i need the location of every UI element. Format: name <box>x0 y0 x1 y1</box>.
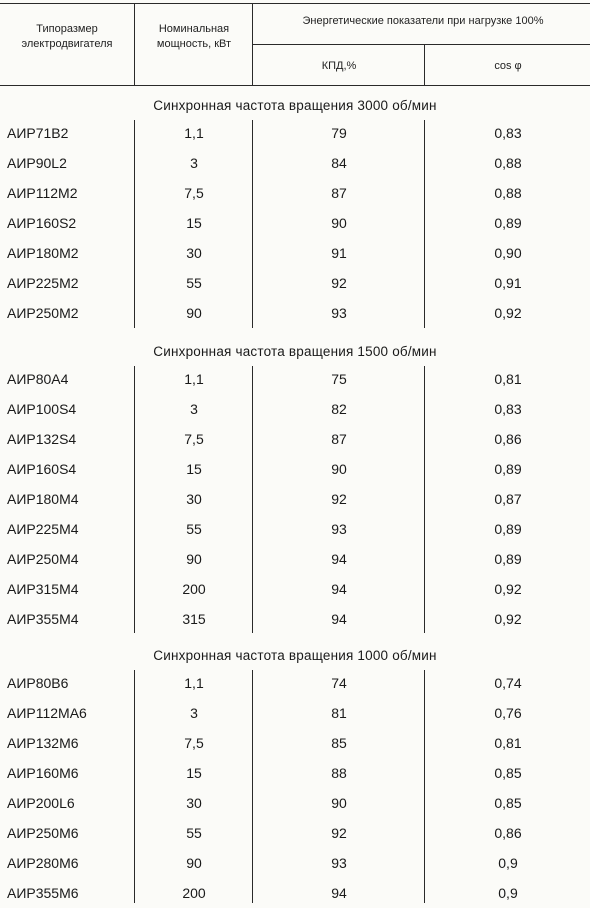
cos-phi-cell: 0,88 <box>494 185 522 201</box>
model-cell: АИР280М6 <box>7 855 79 871</box>
table-row <box>0 574 590 604</box>
power-cell: 3 <box>190 155 198 171</box>
efficiency-cell: 93 <box>331 855 347 871</box>
efficiency-cell: 88 <box>331 765 347 781</box>
model-cell: АИР132S4 <box>7 431 77 447</box>
cos-phi-cell: 0,91 <box>494 275 522 291</box>
efficiency-cell: 92 <box>331 275 347 291</box>
cos-phi-cell: 0,83 <box>494 125 522 141</box>
table-row <box>0 698 590 728</box>
model-cell: АИР355М4 <box>7 611 79 627</box>
cos-phi-cell: 0,89 <box>494 215 522 231</box>
model-cell: АИР200L6 <box>7 795 75 811</box>
cos-phi-cell: 0,90 <box>494 245 522 261</box>
efficiency-cell: 87 <box>331 431 347 447</box>
model-cell: АИР250М2 <box>7 305 79 321</box>
efficiency-cell: 93 <box>331 305 347 321</box>
power-cell: 90 <box>186 551 202 567</box>
table-row <box>0 514 590 544</box>
model-cell: АИР90L2 <box>7 155 67 171</box>
section-title: Синхронная частота вращения 1500 об/мин <box>153 344 437 359</box>
power-cell: 1,1 <box>184 675 204 691</box>
cos-phi-cell: 0,81 <box>494 371 522 387</box>
cos-phi-cell: 0,87 <box>494 491 522 507</box>
cos-phi-cell: 0,81 <box>494 735 522 751</box>
cos-phi-cell: 0,86 <box>494 825 522 841</box>
power-cell: 15 <box>186 765 202 781</box>
power-cell: 7,5 <box>184 185 204 201</box>
efficiency-cell: 94 <box>331 581 347 597</box>
model-cell: АИР160S2 <box>7 215 77 231</box>
efficiency-cell: 90 <box>331 795 347 811</box>
cos-phi-cell: 0,9 <box>498 885 518 901</box>
table-row <box>0 728 590 758</box>
efficiency-cell: 90 <box>331 215 347 231</box>
cos-phi-cell: 0,89 <box>494 461 522 477</box>
power-cell: 15 <box>186 215 202 231</box>
cos-phi-cell: 0,83 <box>494 401 522 417</box>
model-cell: АИР132М6 <box>7 735 79 751</box>
table-row <box>0 208 590 238</box>
efficiency-cell: 79 <box>331 125 347 141</box>
cos-phi-cell: 0,74 <box>494 675 522 691</box>
column-header-efficiency: КПД,% <box>321 60 357 72</box>
column-header-energy: Энергетические показатели при нагрузке 100% <box>302 15 544 27</box>
table-row <box>0 604 590 634</box>
efficiency-cell: 92 <box>331 491 347 507</box>
model-cell: АИР180М2 <box>7 245 79 261</box>
power-cell: 30 <box>186 245 202 261</box>
power-cell: 7,5 <box>184 735 204 751</box>
header-bottom-rule <box>0 85 590 86</box>
efficiency-cell: 90 <box>331 461 347 477</box>
section-title: Синхронная частота вращения 3000 об/мин <box>153 98 437 113</box>
table-row <box>0 758 590 788</box>
cos-phi-cell: 0,86 <box>494 431 522 447</box>
efficiency-cell: 93 <box>331 521 347 537</box>
power-cell: 1,1 <box>184 371 204 387</box>
power-cell: 90 <box>186 305 202 321</box>
efficiency-cell: 81 <box>331 705 347 721</box>
power-cell: 30 <box>186 795 202 811</box>
efficiency-cell: 75 <box>331 371 347 387</box>
header-top-rule <box>0 3 590 4</box>
model-cell: АИР250М4 <box>7 551 79 567</box>
efficiency-cell: 94 <box>331 885 347 901</box>
model-cell: АИР180М4 <box>7 491 79 507</box>
table-row <box>0 544 590 574</box>
column-header-model: Типоразмер электродвигателя <box>21 23 113 50</box>
efficiency-cell: 91 <box>331 245 347 261</box>
header-divider-2 <box>252 3 253 85</box>
power-cell: 200 <box>182 885 206 901</box>
table-row <box>0 118 590 148</box>
efficiency-cell: 85 <box>331 735 347 751</box>
cos-phi-cell: 0,89 <box>494 521 522 537</box>
model-cell: АИР355М6 <box>7 885 79 901</box>
table-row <box>0 484 590 514</box>
model-cell: АИР80А4 <box>7 371 69 387</box>
power-cell: 3 <box>190 401 198 417</box>
efficiency-cell: 92 <box>331 825 347 841</box>
power-cell: 55 <box>186 825 202 841</box>
column-header-power: Номинальная мощность, кВт <box>156 23 232 50</box>
efficiency-cell: 94 <box>331 551 347 567</box>
cos-phi-cell: 0,89 <box>494 551 522 567</box>
table-row <box>0 268 590 298</box>
efficiency-cell: 87 <box>331 185 347 201</box>
model-cell: АИР100S4 <box>7 401 77 417</box>
efficiency-cell: 82 <box>331 401 347 417</box>
column-header-cos: cos φ <box>494 60 522 72</box>
power-cell: 1,1 <box>184 125 204 141</box>
table-row <box>0 298 590 328</box>
power-cell: 3 <box>190 705 198 721</box>
table-row <box>0 454 590 484</box>
power-cell: 315 <box>182 611 206 627</box>
header-mid-rule <box>252 44 590 45</box>
power-cell: 55 <box>186 275 202 291</box>
efficiency-cell: 94 <box>331 611 347 627</box>
efficiency-cell: 74 <box>331 675 347 691</box>
power-cell: 15 <box>186 461 202 477</box>
header-divider-1 <box>134 3 135 85</box>
table-row <box>0 788 590 818</box>
model-cell: АИР250М6 <box>7 825 79 841</box>
table-row <box>0 878 590 908</box>
cos-phi-cell: 0,92 <box>494 305 522 321</box>
model-cell: АИР225М2 <box>7 275 79 291</box>
cos-phi-cell: 0,76 <box>494 705 522 721</box>
table-row <box>0 148 590 178</box>
table-row <box>0 668 590 698</box>
model-cell: АИР80В6 <box>7 675 69 691</box>
cos-phi-cell: 0,88 <box>494 155 522 171</box>
table-row <box>0 364 590 394</box>
cos-phi-cell: 0,92 <box>494 611 522 627</box>
efficiency-cell: 84 <box>331 155 347 171</box>
table-row <box>0 818 590 848</box>
model-cell: АИР160М6 <box>7 765 79 781</box>
table-row <box>0 238 590 268</box>
cos-phi-cell: 0,92 <box>494 581 522 597</box>
power-cell: 90 <box>186 855 202 871</box>
table-row <box>0 848 590 878</box>
model-cell: АИР112МА6 <box>7 705 87 721</box>
table-row <box>0 394 590 424</box>
section-title: Синхронная частота вращения 1000 об/мин <box>153 648 437 663</box>
header-divider-3 <box>424 44 425 85</box>
table-row <box>0 178 590 208</box>
model-cell: АИР315М4 <box>7 581 79 597</box>
power-cell: 30 <box>186 491 202 507</box>
cos-phi-cell: 0,9 <box>498 855 518 871</box>
power-cell: 55 <box>186 521 202 537</box>
model-cell: АИР225М4 <box>7 521 79 537</box>
cos-phi-cell: 0,85 <box>494 795 522 811</box>
table-row <box>0 424 590 454</box>
model-cell: АИР160S4 <box>7 461 77 477</box>
model-cell: АИР112М2 <box>7 185 78 201</box>
power-cell: 7,5 <box>184 431 204 447</box>
cos-phi-cell: 0,85 <box>494 765 522 781</box>
power-cell: 200 <box>182 581 206 597</box>
model-cell: АИР71В2 <box>7 125 69 141</box>
